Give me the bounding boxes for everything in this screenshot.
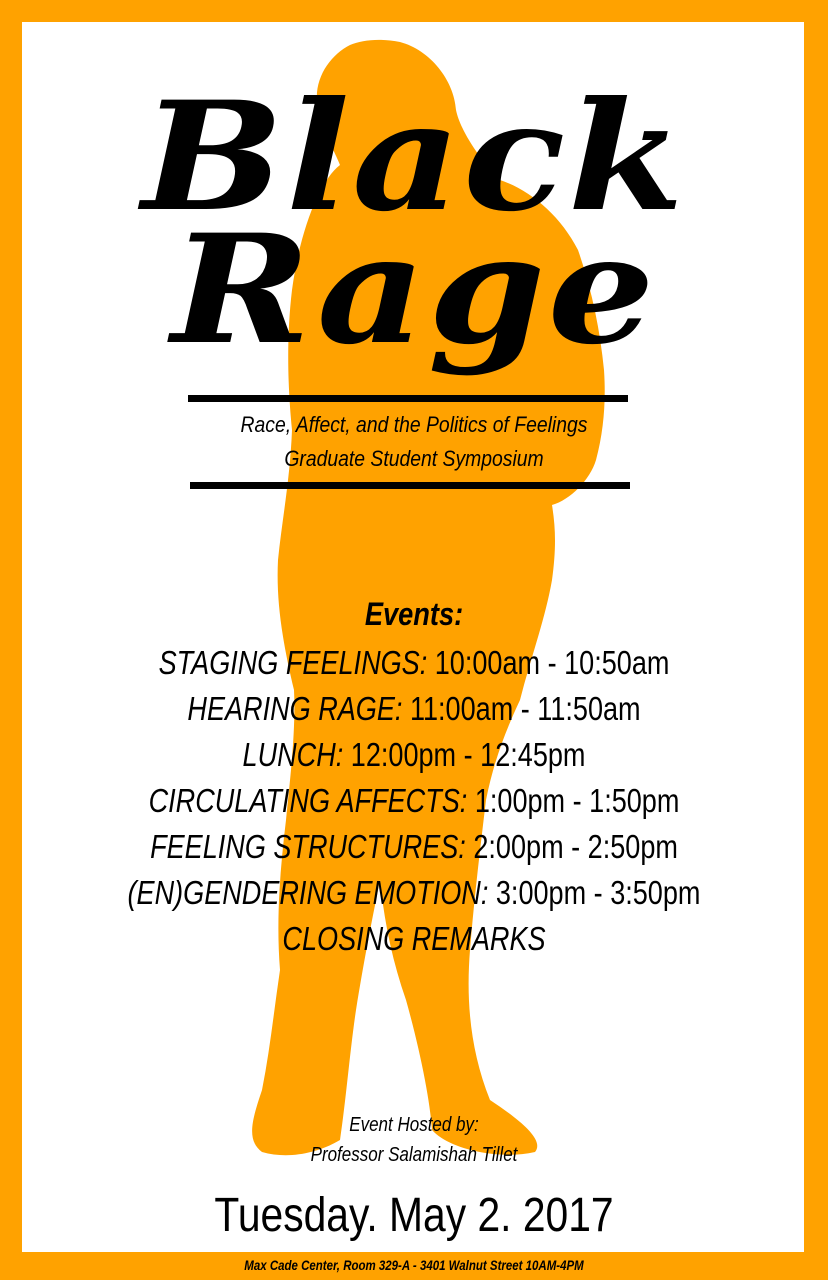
event-name: CIRCULATING AFFECTS: (148, 782, 468, 819)
event-name: CLOSING REMARKS (282, 920, 546, 957)
event-time: 1:00pm - 1:50pm (474, 782, 680, 819)
events-heading: Events: (364, 596, 464, 632)
event-name: (EN)GENDERING EMOTION: (127, 874, 489, 911)
event-time: 10:00am - 10:50am (434, 644, 670, 681)
venue-footer: Max Cade Center, Room 329-A - 3401 Walnut Street 10AM-4PM (244, 1257, 584, 1273)
poster-title-line-2: Rage (171, 202, 657, 378)
event-item (75, 640, 754, 686)
event-item (75, 870, 754, 916)
host-label: Event Hosted by: (349, 1114, 479, 1136)
event-time: 11:00am - 11:50am (409, 690, 641, 727)
divider-bottom (190, 482, 630, 489)
event-name: HEARING RAGE: (187, 690, 403, 727)
subtitle-line-1: Race, Affect, and the Politics of Feelings (240, 412, 588, 437)
event-item (75, 824, 754, 870)
event-time: 2:00pm - 2:50pm (473, 828, 678, 865)
event-item (75, 686, 754, 732)
events-list (0, 640, 828, 962)
divider-top (188, 395, 628, 402)
poster-title-line-1: Black (141, 69, 687, 245)
subtitle-line-2: Graduate Student Symposium (284, 446, 544, 471)
event-time: 12:00pm - 12:45pm (350, 736, 586, 773)
event-name: FEELING STRUCTURES: (150, 828, 466, 865)
event-time: 3:00pm - 3:50pm (495, 874, 701, 911)
event-item (75, 916, 754, 962)
event-name: STAGING FEELINGS: (158, 644, 428, 681)
event-name: LUNCH: (242, 736, 344, 773)
host-name: Professor Salamishah Tillet (310, 1144, 518, 1166)
event-date: Tuesday. May 2. 2017 (214, 1189, 614, 1242)
event-item (75, 778, 754, 824)
event-item (75, 732, 754, 778)
